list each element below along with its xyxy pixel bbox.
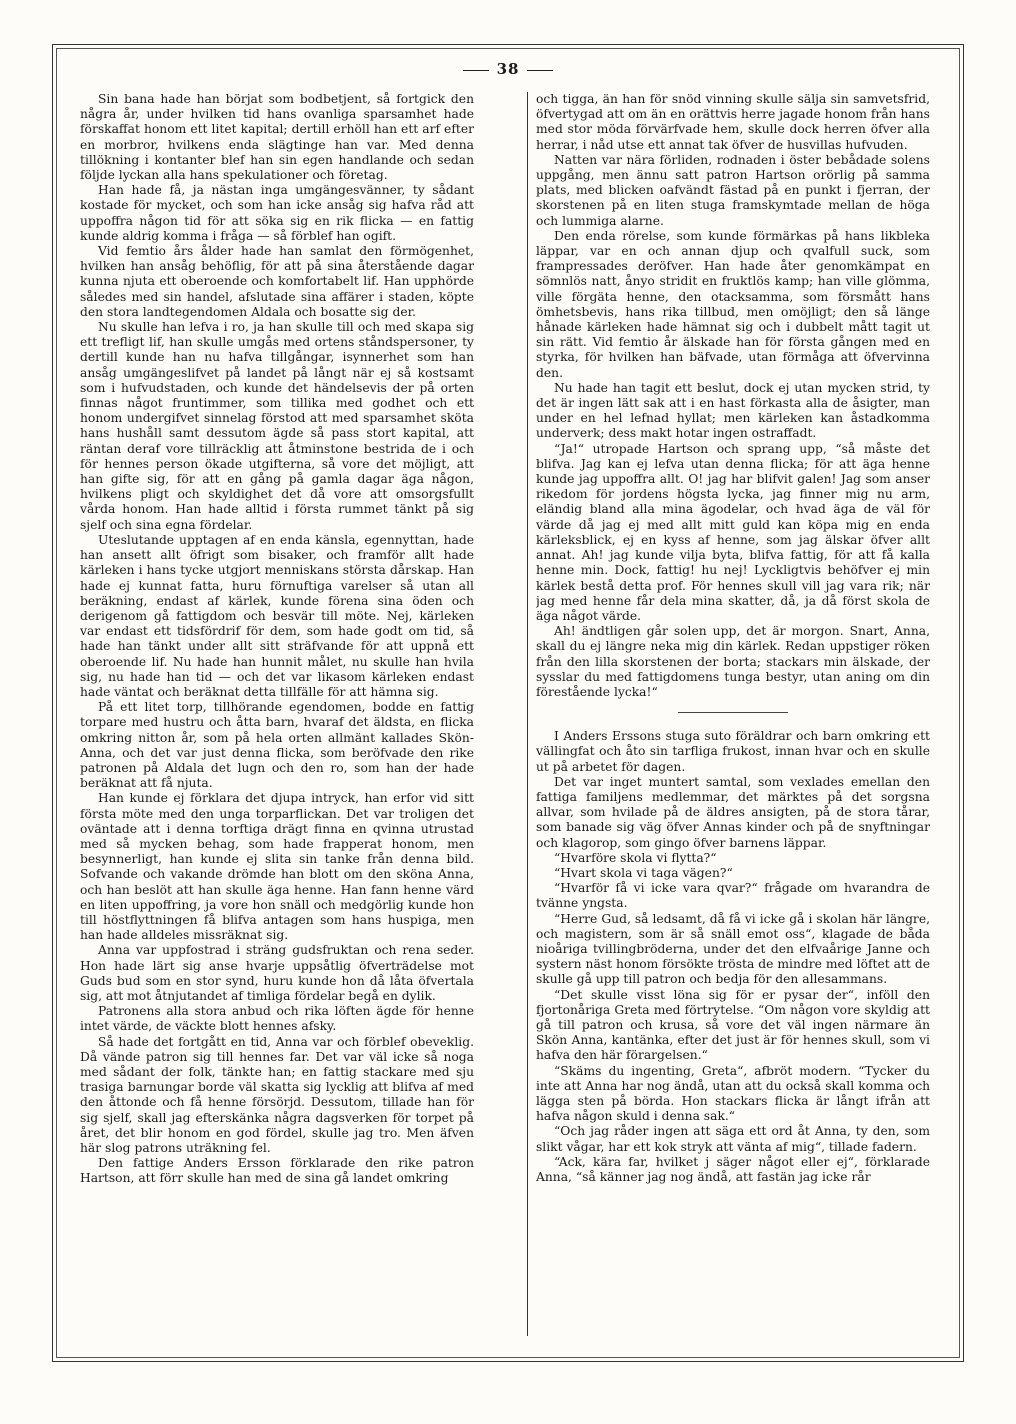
paragraph: Det var inget muntert samtal, som vexlades emellan den fattiga familjens medlemmar, det märktes på det sorgsna allvar, som hvilade på de äldres ansigten, på de stora tårar, som banade sig väg öfver Annas kinder och på de snyftningar och klagorop, som gingo öfver barnens läppar. (536, 774, 930, 850)
page-number-dash-right (527, 70, 553, 71)
paragraph: “Det skulle visst löna sig för er pysar der“, inföll den fjortonåriga Greta med förtrytelse. “Om någon vore skyldig att gå till patron och krusa, så vore det väl ingen närmare än Skön Anna, kantänka, efter det just är för hennes skull, som vi hafva den här förargelsen.“ (536, 987, 930, 1063)
paragraph: Uteslutande upptagen af en enda känsla, egennyttan, hade han ansett allt öfrigt som bisaker, och framför allt hade kärleken i hans tycke utgjort menniskans största dårskap. Han hade ej kunnat fatta, huru förnuftiga varelser så utan all beräkning, endast af kärlek, kunde förena sina öden och derigenom gå fattigdom och besvär till möte. Nej, kärleken var endast ett tidsfördrif för dem, som hade godt om tid, så hade han tänkt under allt sitt sträfvande för att uppnå ett oberoende lif. Nu hade han hunnit målet, nu skulle han hvila sig, nu hade han tid — och det var likasom kärleken endast hade väntat och beräknat detta tillfälle för att hämna sig. (80, 532, 474, 699)
paragraph: Den fattige Anders Ersson förklarade den rike patron Hartson, att förr skulle han med de sina gå landet omkring (80, 1156, 474, 1186)
paragraph: Vid femtio års ålder hade han samlat den förmögenhet, hvilken han ansåg behöflig, för att på sina återstående dagar kunna njuta ett oberoende och komfortabelt lif. Han upphörde således med sin handel, afslutade sina affärer i staden, köpte den stora landtegendomen Aldala och bosatte sig der. (80, 244, 474, 319)
page-number-value: 38 (496, 60, 520, 78)
paragraph: Sin bana hade han börjat som bodbetjent, så fortgick den några år, under hvilken tid hans ovanliga sparsamhet hade förskaffat honom ett litet kapital; dertill erhöll han ett arf efter en morbror, hvilkens enda slägtinge han var. Med denna tillökning i kontanter blef han sin egen handlande och sedan följde lyckan alla hans spekulationer och företag. (80, 92, 474, 183)
paragraph: Anna var uppfostrad i sträng gudsfruktan och rena seder. Hon hade lärt sig anse hvarje uppsåtlig öfverträdelse mot Guds bud som en stor synd, huru kunde hon då låta öfvertala sig, att mot åtnjutandet af timliga fördelar begå en dylik. (80, 943, 474, 1003)
paragraph: “Ack, kära far, hvilket j säger något eller ej“, förklarade Anna, “så känner jag nog ändå, att fastän jag icke rår (536, 1154, 930, 1185)
paragraph: Han kunde ej förklara det djupa intryck, han erfor vid sitt första möte med den unga torparflickan. Det var troligen det oväntade att i denna torftiga drägt finna en qvinna utrustad med så mycken behag, som hade frapperat honom, men besynnerligt, han kunde ej slita sin tanke från denna bild. Sofvande och vakande drömde han blott om den sköna Anna, och han beslöt att han skulle äga henne. Han fann henne värd en liten uppoffring, ja vore hon snäll och medgörlig kunde hon till höstflyttningen få blifva antagen som hans huspiga, men han hade alldeles missräknat sig. (80, 791, 474, 943)
paragraph: I Anders Erssons stuga suto föräldrar och barn omkring ett vällingfat och åto sin tarfliga frukost, innan hvar och en skulle ut på arbetet för dagen. (536, 729, 930, 774)
paragraph: “Herre Gud, så ledsamt, då få vi icke gå i skolan här längre, och magistern, som är så snäll emot oss“, klagade de båda nioåriga tvillingbröderna, under det den elfvaårige Janne och systern näst honom försökte trösta de mindre med löftet att de skulle gå upp till patron och bedja för den allesammans. (536, 911, 930, 987)
paragraph: På ett litet torp, tillhörande egendomen, bodde en fattig torpare med hustru och åtta barn, hvaraf det äldsta, en flicka omkring nitton år, som på hela orten allmänt kallades Skön-Anna, och det var just denna flicka, som beröfvade den rike patronen på Aldala det lugn och den ro, som han der hade beräknat att få njuta. (80, 700, 474, 791)
paragraph: “Hvarföre skola vi flytta?“ (554, 850, 717, 865)
paragraph: “Ja!“ utropade Hartson och sprang upp, “så måste det blifva. Jag kan ej lefva utan denna flicka; för att äga henne kunde jag uppoffra allt. O! jag har blifvit galen! Jag som anser rikedom för jordens högsta lycka, jag finner mig nu arm, eländig bland alla mina ägodelar, och hvad äga de väl för värde då jag ej med allt mitt guld kan köpa mig en enda kärleksblick, ej en kyss af henne, som jag älskar öfver allt annat. Ah! jag kunde vilja byta, blifva fattig, för att få kalla henne min. Dock, fattig! hu nej! Lyckligtvis behöfver ej min kärlek bestå detta prof. För hennes skull vill jag vara rik; när jag med henne får dela mina skatter, då, ja då först skola de äga något värde. (536, 441, 930, 623)
right-column (536, 92, 930, 1340)
left-column (80, 92, 474, 1340)
paragraph: och tigga, än han för snöd vinning skulle sälja sin samvetsfrid, öfvertygad att om än en orättvis herre jagade honom från hans med stor möda förvärfvade hem, skulle dock herren öfver alla herrar, i nåd utse ett annat tak öfver de husvillas hufvuden. (536, 92, 930, 152)
page-number (0, 60, 1016, 78)
paragraph: Han hade få, ja nästan inga umgängesvänner, ty sådant kostade för mycket, och som han icke ansåg sig hafva råd att uppoffra någon tid för att söka sig en rik flicka — en fattig kunde aldrig komma i fråga — så förblef han ogift. (80, 183, 474, 243)
paragraph: Den enda rörelse, som kunde förmärkas på hans likbleka läppar, var en och annan djup och qvalfull suck, som frampressades deröfver. Han hade åter genomkämpat en sömnlös natt, ånyo stridit en fruktlös kamp; han ville glömma, ville förgäta henne, den otacksamma, som försmått hans ömhetsbevis, hans rika tillbud, men omöjligt; den så länge hånade kärleken hade hämnat sig och i dubbelt mått tagit ut sin rätt. Vid femtio år älskade han för första gången med en styrka, för hvilken han bäfvade, utan förmåga att öfvervinna den. (536, 228, 930, 380)
paragraph: Ah! ändtligen går solen upp, det är morgon. Snart, Anna, skall du ej längre neka mig din kärlek. Redan uppstiger röken från den lilla skorstenen der borta; stackars min älskade, der sysslar du med fattigdomens tunga bestyr, utan aning om din förestående lycka!“ (536, 624, 930, 699)
paragraph: Så hade det fortgått en tid, Anna var och förblef obeveklig. Då vände patron sig till hennes far. Det var väl icke så noga med sådant der folk, tänkte han; en fattig stackare med sju trasiga barnungar borde väl skatta sig lycklig att blifva af med den åttonde och få henne försörjd. Dessutom, tillade han för sig sjelf, skall jag efterskänka några dagsverken för torpet på året, det blir honom en god fördel, skulle jag tro. Men äfven här slog patrons uträkning fel. (80, 1034, 474, 1156)
paragraph: Patronens alla stora anbud och rika löften ägde för henne intet värde, de väckte blott hennes afsky. (80, 1004, 474, 1034)
column-divider (527, 92, 528, 1336)
paragraph: “Hvarför få vi icke vara qvar?“ frågade om hvarandra de tvänne yngsta. (536, 881, 930, 911)
paragraph: “Skäms du ingenting, Greta“, afbröt modern. “Tycker du inte att Anna har nog ändå, utan att du också skall komma och lägga sten på börda. Hon stackars flicka är långt ifrån att hafva någon skuld i denna sak.“ (536, 1063, 930, 1124)
paragraph: Nu hade han tagit ett beslut, dock ej utan mycken strid, ty det är ingen lätt sak att i en hast förkasta alla de åsigter, man under en hel lefnad hyllat; men kärleken kan åstadkomma underverk; dess makt hotar ingen ostraffadt. (536, 380, 930, 441)
paragraph: Nu skulle han lefva i ro, ja han skulle till och med skapa sig ett trefligt lif, han skulle umgås med ortens ståndspersoner, ty dertill kunde han nu hafva tillgångar, isynnerhet som han ansåg umgängeslifvet på landet på långt när ej så kostsamt som i hufvudstaden, och kunde det händelsevis der på orten finnas något fruntimmer, som tillika med godhet och ett honom undergifvet sinnelag förstod att med sparsamhet sköta hans hushåll samt dessutom ägde så pass stort kapital, att räntan deraf vore tillräcklig att åtminstone bestrida de i och för hennes person ökade utgifterna, så vore det möjligt, att han gifte sig, för att en gång på gamla dagar äga någon, hvilkens pligt och skyldighet det då vore att omsorgsfullt vårda honom. Han hade alltid i första rummet tänkt på sig sjelf och sina egna fördelar. (80, 320, 474, 532)
paragraph: “Och jag råder ingen att säga ett ord åt Anna, ty den, som slikt vågar, har ett kok stryk att vänta af mig“, tillade fadern. (536, 1124, 930, 1154)
paragraph: Natten var nära förliden, rodnaden i öster bebådade solens uppgång, men ännu satt patron Hartson orörlig på samma plats, med blicken oafvändt fästad på en punkt i fjerran, der skorstenen på en liten stuga framskymtade mellan de höga och lummiga alarne. (536, 152, 930, 228)
section-separator (678, 712, 788, 713)
page-number-dash-left (463, 70, 489, 71)
paragraph: “Hvart skola vi taga vägen?“ (554, 865, 733, 880)
